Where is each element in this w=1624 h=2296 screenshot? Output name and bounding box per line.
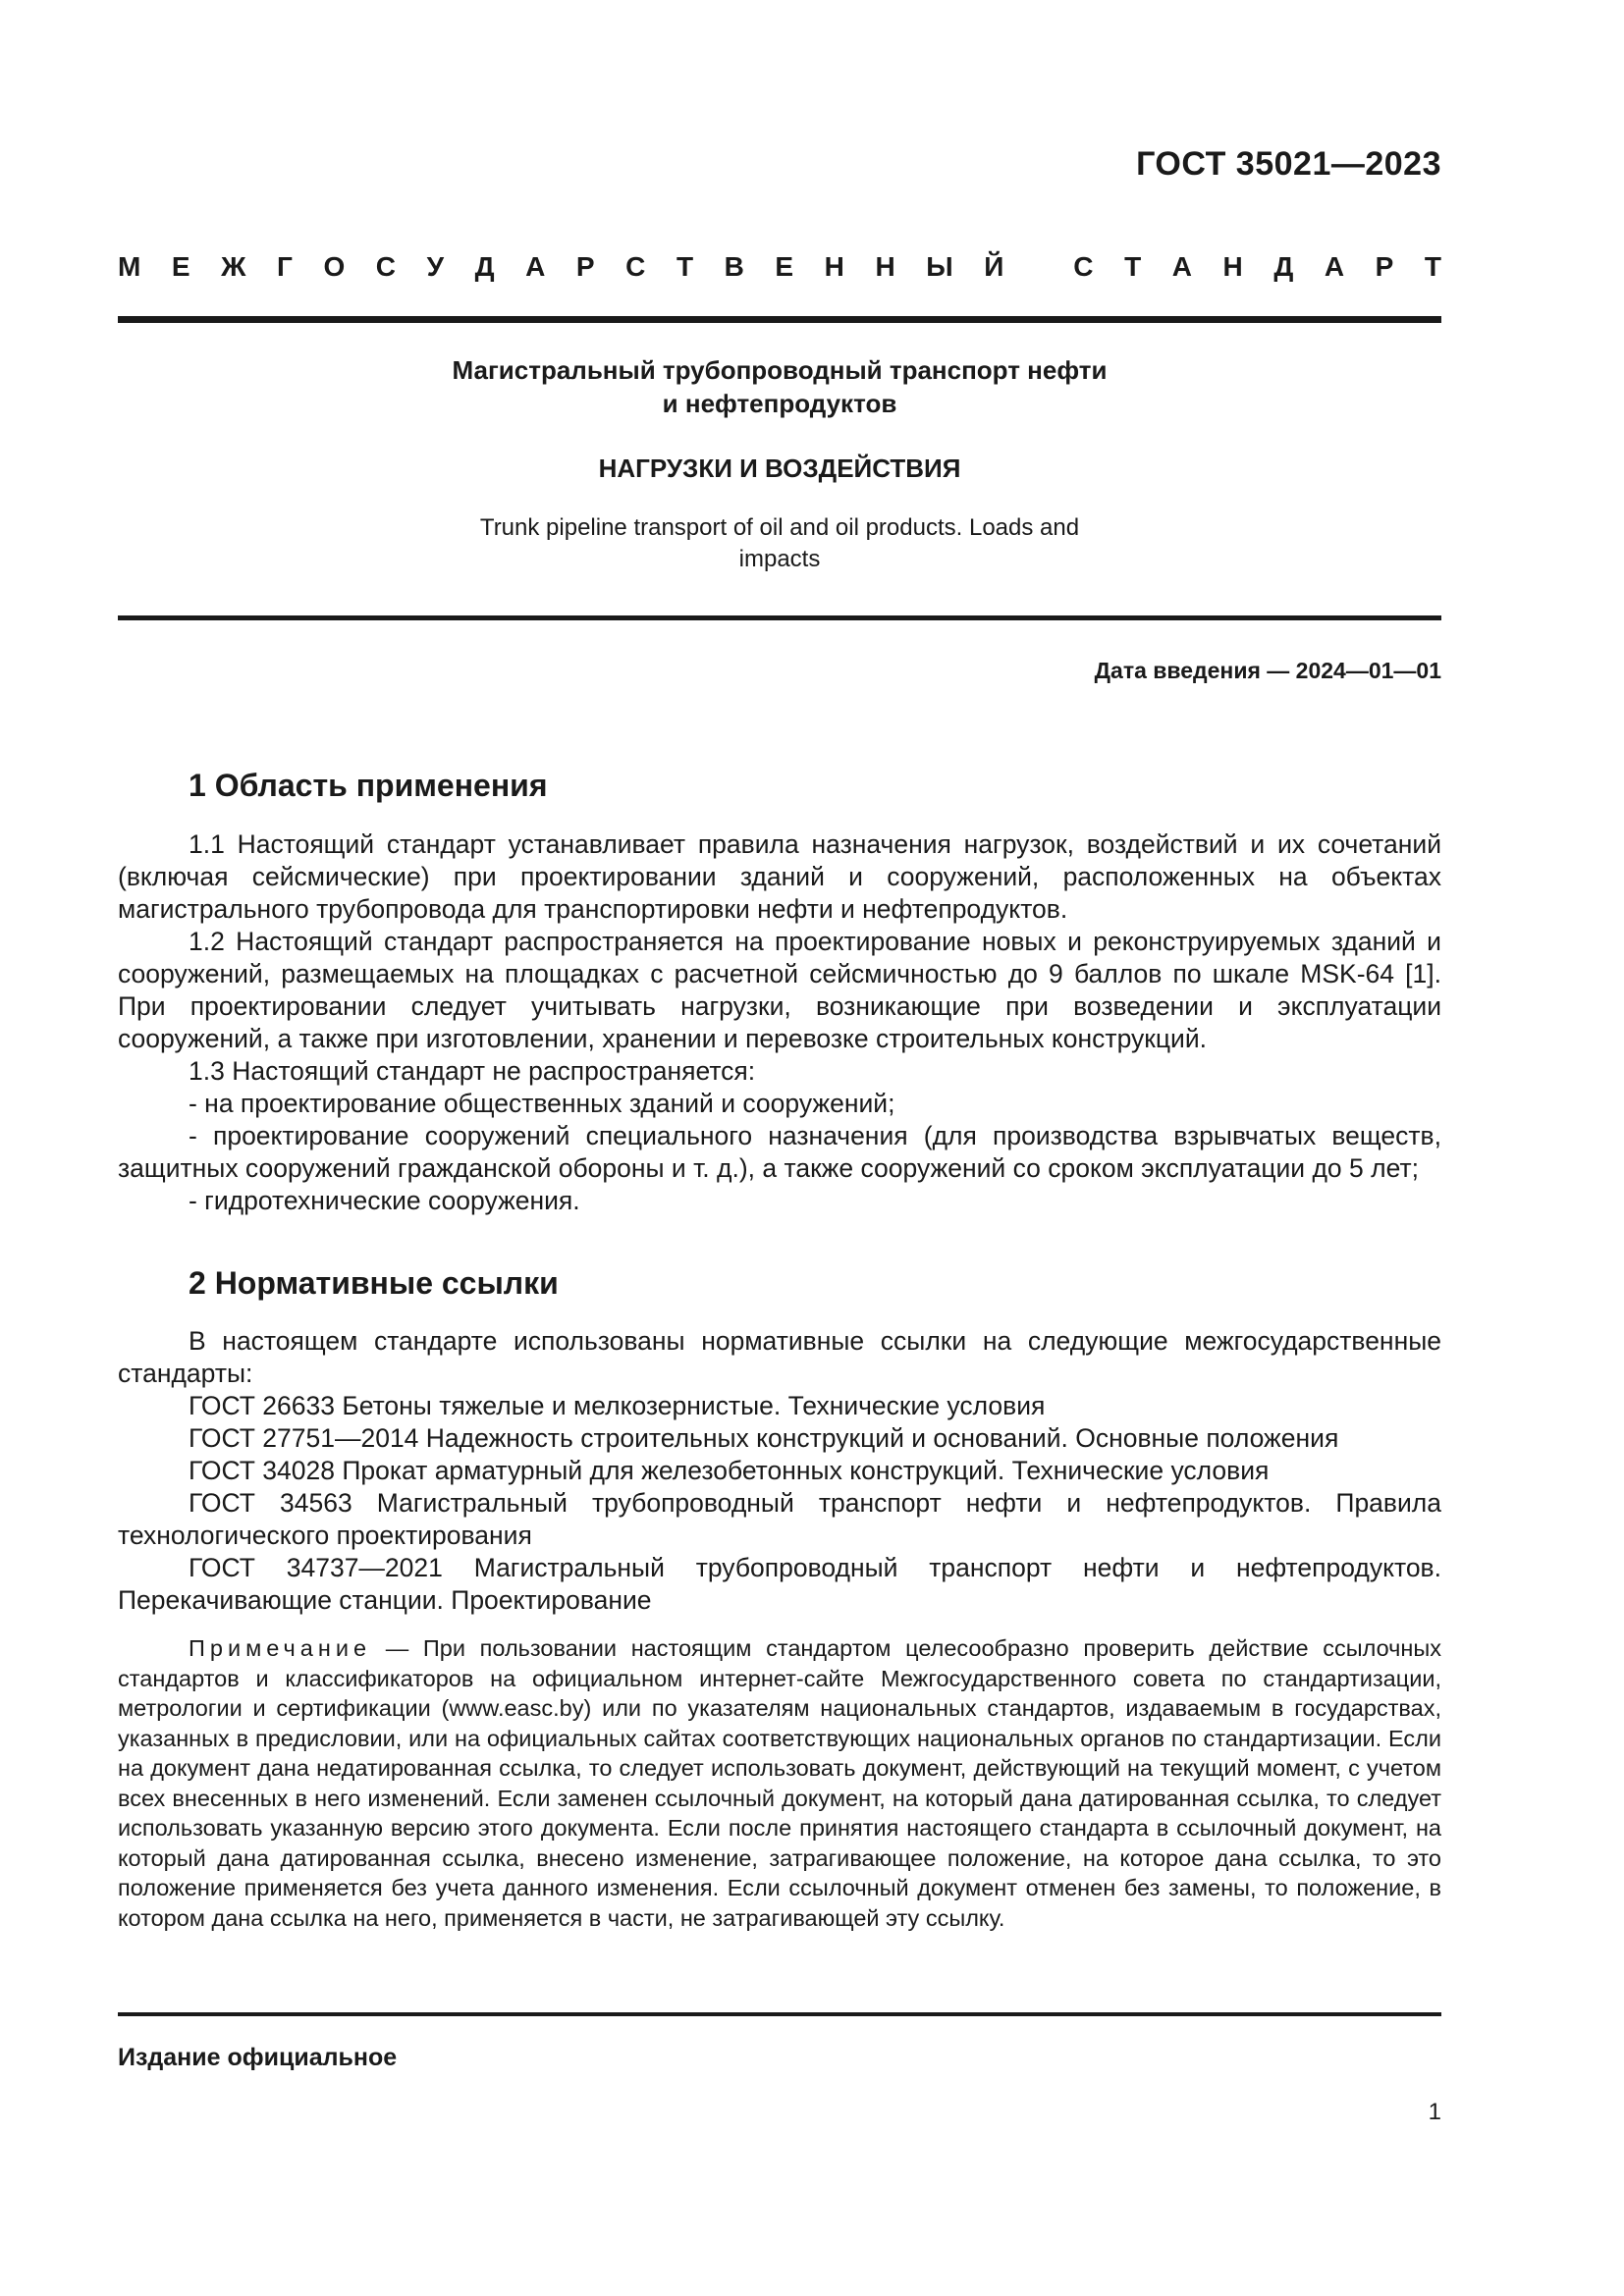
title-divider	[118, 615, 1441, 620]
standard-type-letter: Д	[1273, 251, 1294, 282]
section-1-paragraph-4: - на проектирование общественных зданий и сооружений;	[189, 1089, 895, 1118]
standard-type-letter: А	[1171, 251, 1192, 282]
reference-item: ГОСТ 27751—2014 Надежность строительных конструкций и оснований. Основные положения	[189, 1423, 1339, 1453]
standard-type-letter: Ж	[221, 251, 246, 282]
standard-type-heading	[118, 251, 1441, 283]
document-code: ГОСТ 35021—2023	[1136, 145, 1441, 183]
standard-type-letter: О	[323, 251, 346, 282]
standard-type-letter: Т	[1424, 251, 1441, 282]
document-subtitle: НАГРУЗКИ И ВОЗДЕЙСТВИЯ	[598, 454, 961, 483]
standard-type-letter: Й	[984, 251, 1004, 282]
section-1-paragraph-5: - проектирование сооружений специального назначения (для производства взрывчатых веществ, защитных сооружений гражданской обороны и т. д.), а также сооружений со сроком эксплуатации до 5 лет;	[118, 1121, 1441, 1183]
footer-divider	[118, 2012, 1441, 2016]
standard-type-letter: Г	[277, 251, 293, 282]
standard-type-letter: У	[426, 251, 445, 282]
standard-type-letter: Т	[1124, 251, 1142, 282]
title-en-line2: impacts	[738, 546, 821, 572]
document-title-ru	[118, 353, 1441, 420]
header-divider	[118, 316, 1441, 323]
note-paragraph	[118, 1633, 1441, 1933]
intro-date: Дата введения — 2024—01—01	[1094, 658, 1441, 683]
note-label: Примечание	[189, 1635, 372, 1661]
standard-type-letter: Ы	[926, 251, 953, 282]
reference-item: ГОСТ 34737—2021 Магистральный трубопроводный транспорт нефти и нефтепродуктов. Перекачивающие станции. Проектирование	[118, 1553, 1441, 1615]
reference-item: ГОСТ 34028 Прокат арматурный для железобетонных конструкций. Технические условия	[189, 1456, 1270, 1485]
title-ru-line1: Магистральный трубопроводный транспорт нефти	[452, 355, 1108, 385]
standard-type-letter: Н	[1222, 251, 1243, 282]
section-1-heading: 1 Область применения	[189, 768, 548, 803]
section-1-paragraph-2: 1.2 Настоящий стандарт распространяется на проектирование новых и реконструируемых зданий и сооружений, размещаемых на площадках с расчетной сейсмичностью до 9 баллов по шкале MSK-64 [1]. При проектировании следует учитывать нагрузки, возникающие при возведении и эксплуатации сооружений, а также при изготовлении, хранении и перевозке строительных конструкций.	[118, 927, 1441, 1053]
standard-type-letter: М	[118, 251, 141, 282]
standard-type-letter: Е	[775, 251, 794, 282]
reference-item: ГОСТ 26633 Бетоны тяжелые и мелкозернистые. Технические условия	[189, 1391, 1046, 1420]
standard-type-letter: Р	[1375, 251, 1394, 282]
note-text: — При пользовании настоящим стандартом целесообразно проверить действие ссылочных стандартов и классификаторов на официальном интернет-сайте Межгосударственного совета по стандартизации, метрологии и сертификации (www.easc.by) или по указателям национальных стандартов, издаваемым в государствах, указанных в предисловии, или на официальных сайтах соответствующих национальных органов по стандартизации. Если на документ дана недатированная ссылка, то следует использовать документ, действующий на текущий момент, с учетом всех внесенных в него изменений. Если заменен ссылочный документ, на который дана датированная ссылка, то следует использовать указанную версию этого документа. Если после принятия настоящего стандарта в ссылочный документ, на который дана датированная ссылка, внесено изменение, затрагивающее положение, на которое дана ссылка, то это положение применяется без учета данного изменения. Если ссылочный документ отменен без замены, то положение, в котором дана ссылка на него, применяется в части, не затрагивающей эту ссылку.	[118, 1635, 1441, 1931]
standard-type-letter: С	[625, 251, 646, 282]
section-2-heading: 2 Нормативные ссылки	[189, 1265, 559, 1301]
title-en-line1: Trunk pipeline transport of oil and oil products. Loads and	[479, 514, 1080, 541]
section-2-intro: В настоящем стандарте использованы нормативные ссылки на следующие межгосударственные стандарты:	[118, 1326, 1441, 1388]
section-1-paragraph-1: 1.1 Настоящий стандарт устанавливает правила назначения нагрузок, воздействий и их сочетаний (включая сейсмические) при проектировании зданий и сооружений, расположенных на объектах магистрального трубопровода для транспортировки нефти и нефтепродуктов.	[118, 829, 1441, 924]
standard-type-letter: А	[1324, 251, 1345, 282]
standard-type-letter: Т	[676, 251, 694, 282]
standard-type-letter: Р	[575, 251, 595, 282]
reference-item: ГОСТ 34563 Магистральный трубопроводный транспорт нефти и нефтепродуктов. Правила технологического проектирования	[118, 1488, 1441, 1550]
document-title-en	[118, 512, 1441, 575]
standard-type-letter: Д	[474, 251, 495, 282]
standard-type-letter: Н	[875, 251, 895, 282]
word-gap	[1035, 251, 1043, 283]
standard-type-letter: Е	[171, 251, 190, 282]
edition-label: Издание официальное	[118, 2044, 398, 2071]
standard-type-letter: С	[375, 251, 397, 282]
section-1-paragraph-3: 1.3 Настоящий стандарт не распространяется:	[189, 1056, 756, 1086]
standard-type-letter: С	[1073, 251, 1094, 282]
standard-type-letter: В	[724, 251, 744, 282]
title-ru-line2: и нефтепродуктов	[662, 389, 897, 418]
page-number: 1	[1428, 2099, 1441, 2125]
standard-type-letter: А	[525, 251, 546, 282]
section-1-paragraph-6: - гидротехнические сооружения.	[189, 1186, 580, 1215]
standard-type-letter: Н	[824, 251, 844, 282]
